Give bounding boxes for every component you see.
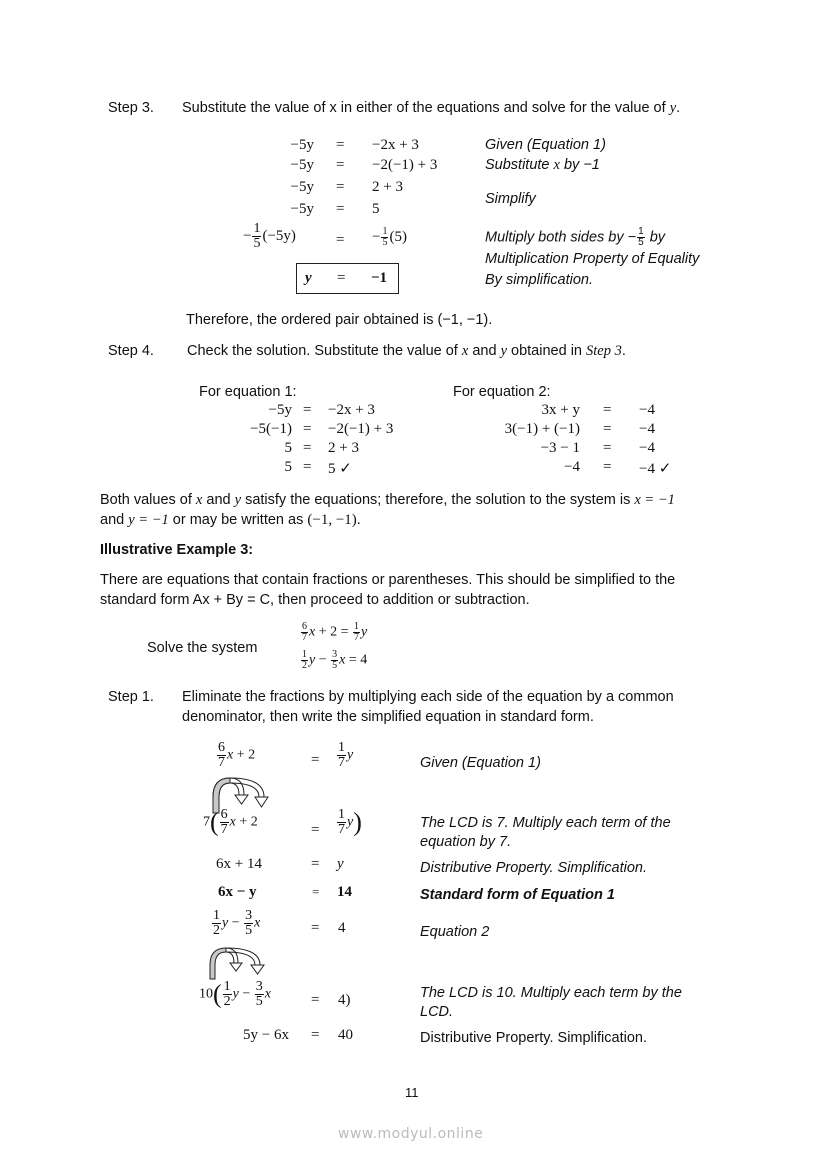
summary-line-1: Both values of x and y satisfy the equations; therefore, the solution to the system is x = −1 bbox=[100, 492, 675, 508]
s1-eq-5: = bbox=[311, 920, 320, 936]
step3-rhs-5: − $\frac{1}{5}$ (5) bbox=[372, 226, 407, 248]
example3-heading: Illustrative Example 3: bbox=[100, 542, 254, 558]
s1-eq-1: = bbox=[311, 752, 320, 768]
s1-lhs-1: $\frac{6}{7}$ x + 2 bbox=[218, 740, 256, 770]
s1-note-3: Distributive Property. Simplification. bbox=[420, 860, 647, 876]
step3-lhs-3: −5y bbox=[290, 179, 314, 195]
check-eq2-lhs-1: 3x + y bbox=[541, 402, 580, 418]
s1-note-6b: LCD. bbox=[420, 1004, 454, 1020]
check-eq2-eq-2: = bbox=[603, 421, 612, 437]
step3-rhs-2: −2(−1) + 3 bbox=[372, 157, 438, 173]
step3-conclusion: Therefore, the ordered pair obtained is (−1, −1). bbox=[186, 312, 493, 328]
check-eq2-rhs-3: −4 bbox=[639, 440, 655, 456]
s1-rhs-3: y bbox=[337, 856, 344, 872]
s1-eq-3: = bbox=[311, 856, 320, 872]
result-eq: = bbox=[337, 270, 346, 286]
check-eq2-rhs-4: −4 ✓ bbox=[639, 461, 672, 477]
s1-note-5: Equation 2 bbox=[420, 924, 490, 940]
s1-rhs-4: 14 bbox=[337, 884, 352, 900]
check-eq2-rhs-2: −4 bbox=[639, 421, 655, 437]
check-eq1-eq-2: = bbox=[303, 421, 312, 437]
check-eq2-rhs-1: −4 bbox=[639, 402, 655, 418]
check-eq2-eq-1: = bbox=[603, 402, 612, 418]
step3-note-simplify: Simplify bbox=[485, 191, 536, 207]
s1-rhs-2: $\frac{1}{7}$ y) bbox=[338, 807, 362, 837]
s1-lhs-5: $\frac{1}{2}$ y − $\frac{3}{5}$ x bbox=[213, 908, 261, 938]
step3-rhs-3: 2 + 3 bbox=[372, 179, 403, 195]
example3-intro-line-1: There are equations that contain fractions or parentheses. This should be simplified to the bbox=[100, 572, 676, 588]
system-equation-1: $\frac{6}{7}$ x + 2 = $\frac{1}{7}$ y bbox=[302, 621, 368, 643]
step3-note-simplification: By simplification. bbox=[485, 272, 593, 288]
s1-eq-7: = bbox=[311, 1027, 320, 1043]
s1-rhs-1: $\frac{1}{7}$ y bbox=[338, 740, 354, 770]
check-eq2-lhs-2: 3(−1) + (−1) bbox=[504, 421, 580, 437]
s1-note-6a: The LCD is 10. Multiply each term by the bbox=[420, 985, 682, 1001]
step3-note-1: Given (Equation 1) bbox=[485, 137, 606, 153]
step1-label: Step 1. bbox=[108, 689, 154, 705]
step3-note-mpe: Multiplication Property of Equality bbox=[485, 251, 700, 267]
check-eq2-eq-3: = bbox=[603, 440, 612, 456]
s1-rhs-6: 4) bbox=[338, 992, 351, 1008]
s1-eq-6: = bbox=[311, 992, 320, 1008]
check-eq1-lhs-3: 5 bbox=[284, 440, 292, 456]
s1-lhs-4: 6x − y bbox=[218, 884, 257, 900]
check-eq1-lhs-2: −5(−1) bbox=[250, 421, 292, 437]
step3-eq-4: = bbox=[336, 201, 345, 217]
s1-rhs-5: 4 bbox=[338, 920, 346, 936]
s1-note-1: Given (Equation 1) bbox=[420, 755, 541, 771]
check-eq2-lhs-4: −4 bbox=[564, 459, 580, 475]
check-eq2-heading: For equation 2: bbox=[453, 384, 551, 400]
distribute-arrows-icon bbox=[206, 945, 270, 981]
result-y: y bbox=[305, 270, 312, 286]
check-eq1-rhs-3: 2 + 3 bbox=[328, 440, 359, 456]
s1-eq-4: = bbox=[312, 884, 320, 899]
check-eq1-rhs-1: −2x + 3 bbox=[328, 402, 375, 418]
check-eq1-eq-4: = bbox=[303, 459, 312, 475]
s1-lhs-2: 7( $\frac{6}{7}$ x + 2 bbox=[203, 807, 258, 837]
watermark-link[interactable]: www.modyul.online bbox=[338, 1126, 484, 1142]
step3-lhs-5: − $\frac{1}{5}$ (−5y) bbox=[243, 221, 296, 251]
step3-instruction: Substitute the value of x in either of the equations and solve for the value of y. bbox=[182, 100, 681, 116]
check-eq1-lhs-4: 5 bbox=[284, 459, 292, 475]
check-eq1-rhs-2: −2(−1) + 3 bbox=[328, 421, 394, 437]
step1-instruction-line-2: denominator, then write the simplified equation in standard form. bbox=[182, 709, 594, 725]
step1-instruction-line-1: Eliminate the fractions by multiplying each side of the equation by a common bbox=[182, 689, 674, 705]
check-eq1-eq-1: = bbox=[303, 402, 312, 418]
solve-system-label: Solve the system bbox=[147, 640, 258, 656]
step3-lhs-2: −5y bbox=[290, 157, 314, 173]
s1-lhs-3: 6x + 14 bbox=[216, 856, 262, 872]
step4-instruction: Check the solution. Substitute the value of x and y obtained in Step 3. bbox=[187, 343, 626, 359]
step4-label: Step 4. bbox=[108, 343, 154, 359]
check-eq1-lhs-1: −5y bbox=[268, 402, 292, 418]
system-equation-2: $\frac{1}{2}$ y − $\frac{3}{5}$ x = 4 bbox=[302, 649, 368, 671]
step3-lhs-1: −5y bbox=[290, 137, 314, 153]
step3-rhs-1: −2x + 3 bbox=[372, 137, 419, 153]
step3-eq-1: = bbox=[336, 137, 345, 153]
s1-eq-2: = bbox=[311, 822, 320, 838]
s1-lhs-7: 5y − 6x bbox=[243, 1027, 289, 1043]
step3-note-2: Substitute x by −1 bbox=[485, 157, 600, 173]
s1-note-2b: equation by 7. bbox=[420, 834, 512, 850]
check-eq1-eq-3: = bbox=[303, 440, 312, 456]
s1-note-4: Standard form of Equation 1 bbox=[420, 887, 615, 903]
step3-label: Step 3. bbox=[108, 100, 154, 116]
step3-eq-3: = bbox=[336, 179, 345, 195]
check-eq2-eq-4: = bbox=[603, 459, 612, 475]
step3-lhs-4: −5y bbox=[290, 201, 314, 217]
s1-note-2a: The LCD is 7. Multiply each term of the bbox=[420, 815, 671, 831]
s1-rhs-7: 40 bbox=[338, 1027, 353, 1043]
check-eq1-heading: For equation 1: bbox=[199, 384, 297, 400]
step3-note-multiply: Multiply both sides by − $\frac{1}{5}$ by bbox=[485, 226, 666, 248]
summary-line-2: and y = −1 or may be written as (−1, −1). bbox=[100, 512, 361, 528]
step3-eq-5: = bbox=[336, 232, 345, 248]
check-eq2-lhs-3: −3 − 1 bbox=[540, 440, 580, 456]
s1-lhs-6: 10( $\frac{1}{2}$ y − $\frac{3}{5}$ x bbox=[199, 979, 272, 1009]
page-number: 11 bbox=[405, 1085, 419, 1100]
example3-intro-line-2: standard form Ax + By = C, then proceed to addition or subtraction. bbox=[100, 592, 530, 608]
s1-note-7: Distributive Property. Simplification. bbox=[420, 1030, 647, 1046]
step3-rhs-4: 5 bbox=[372, 201, 380, 217]
step3-eq-2: = bbox=[336, 157, 345, 173]
result-value: −1 bbox=[371, 270, 388, 286]
check-eq1-rhs-4: 5 ✓ bbox=[328, 461, 352, 477]
